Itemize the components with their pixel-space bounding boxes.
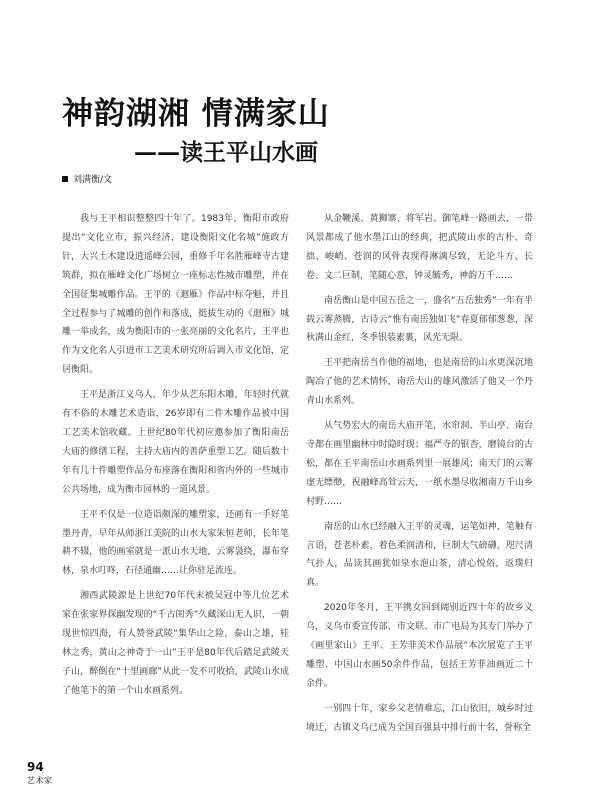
paragraph: 我与王平相识整整四十年了。1983年，衡阳市政府提出“文化立市，振兴经济，建设衡阳文化名城”施政方针，大兴土木建设逍遥峰公园，重修千年名胜雁峰寺古建筑群，拟在雁峰文化广场树立一座标志性城市雕塑，并在全国征集城雕作品。王平的《迴雁》作品中标夺魁，并且全过程参与了城雕的创作和落成，挺拔生动的《迴雁》城雕一举成名，成为衡阳市的一张亮丽的文化名片，王平也作为文化名人引进市工艺美术研究所后调入市文化馆，定居衡阳。	[62, 214, 289, 376]
page-number: 94	[27, 760, 44, 774]
paragraph: 王平把南岳当作他的福地，也是南岳的山水更深沉地陶冶了他的艺术情怀，南岳大山的雄风激活了他又一个丹青山水系列。	[306, 358, 533, 407]
magazine-logo: 艺术家	[27, 776, 53, 785]
paragraph: 湘西武陵源是上世纪70年代末被吴冠中等几位艺术家在张家界探幽发现的“千古闺秀”久藏深山无人识，一朝现世惊四海，有人赞誉武陵“集华山之险，泰山之雄，桂林之秀，黄山之神奇于一山”王平是80年代后踏足武陵天子山，醉倒在“十里画廊”从此一发不可收拾，武陵山水成了他笔下的第一个山水画系列。	[62, 591, 289, 696]
article-subtitle: ——读王平山水画	[134, 139, 318, 166]
article-title: 神韵湖湘 情满家山	[62, 96, 330, 132]
paragraph: 一别四十年，家乡父老情难忘，江山依旧，城乡时过境迁，古镇义乌已成为全国百强县中排行前十名，誉称全	[306, 703, 533, 733]
paragraph: 王平是浙江义乌人，年少从艺东阳木雕，年轻时代就有不俗的木雕艺术造诣，26岁即有二件木雕作品被中国工艺美术馆收藏。上世纪80年代初应邀参加了衡阳南岳大庙的修缮工程，主持大庙内的善萨重塑工艺。随后数十年有几十件雕塑作品分布座落在衡阳和省内外的一些城市公共场地，成为衡市园林的一道风景。	[62, 390, 289, 495]
paragraph: 从金鞭溪、黄狮寨、将军岩、御笔峰一路画去，一带风景都成了他水墨江山的经典，把武陵山水的古朴、奇拙、峻峭、苍润的风骨表现得淋漓尽致，无论斗方、长卷、文二巨制，笔随心意，钟灵毓秀，神韵万千……	[306, 214, 533, 281]
bullet-square-icon	[62, 176, 68, 182]
paragraph: 南岳衡山是中国五岳之一，盛名“五岳独秀”一年有半载云雾蒸腾，古诗云“惟有南岳独如飞”春夏郁郁葱葱，深秋满山金红，冬季银装素裹，风光无限。	[306, 295, 533, 344]
paragraph: 王平不仅是一位造诣颇深的雕塑家，还画有一手好笔墨丹青，早年从师浙江美院的山水大家朱恒老师，长年笔耕不辍，他的画室就是一派山水天地，云雾袅绕，瀑布穿林，泉水叮咚，石径通幽……让你驻足流连。	[62, 509, 289, 577]
left-column	[62, 210, 289, 707]
author-name: 刘满衡/文	[73, 175, 113, 185]
paragraph: 2020年冬月，王平携女回到阔别近四十年的故乡义乌，义乌市委宣传部、市文联、市广电局为其专门举办了《画里家山》王平、王芳菲美术作品展”本次展览了王平雕塑、中国山水画50余件作品，包括王芳菲油画近二十余件。	[306, 603, 533, 689]
paragraph: 从气势宏大的南岳大庙开笔，水帘洞、半山亭、南台寺都在画里幽林中时隐时现；福严寺的银杏，磨镜台的古松，都在王平南岳山水画系列里一展雄风；南天门的云雾虚无缥缈，祝融峰高耸云天，一纸水墨尽收湘南万千山乡村野……	[306, 421, 533, 507]
paragraph: 南岳的山水已经融入王平的灵魂，运笔如神，笔触有言语，苍老朴素，着色柔润清和，巨制大气磅礴，咫尺清气扑人，品读其画犹如泉水泡山茶，清心悦俗，返璞归真。	[306, 521, 533, 589]
author-byline	[62, 172, 112, 185]
right-column	[306, 210, 533, 744]
